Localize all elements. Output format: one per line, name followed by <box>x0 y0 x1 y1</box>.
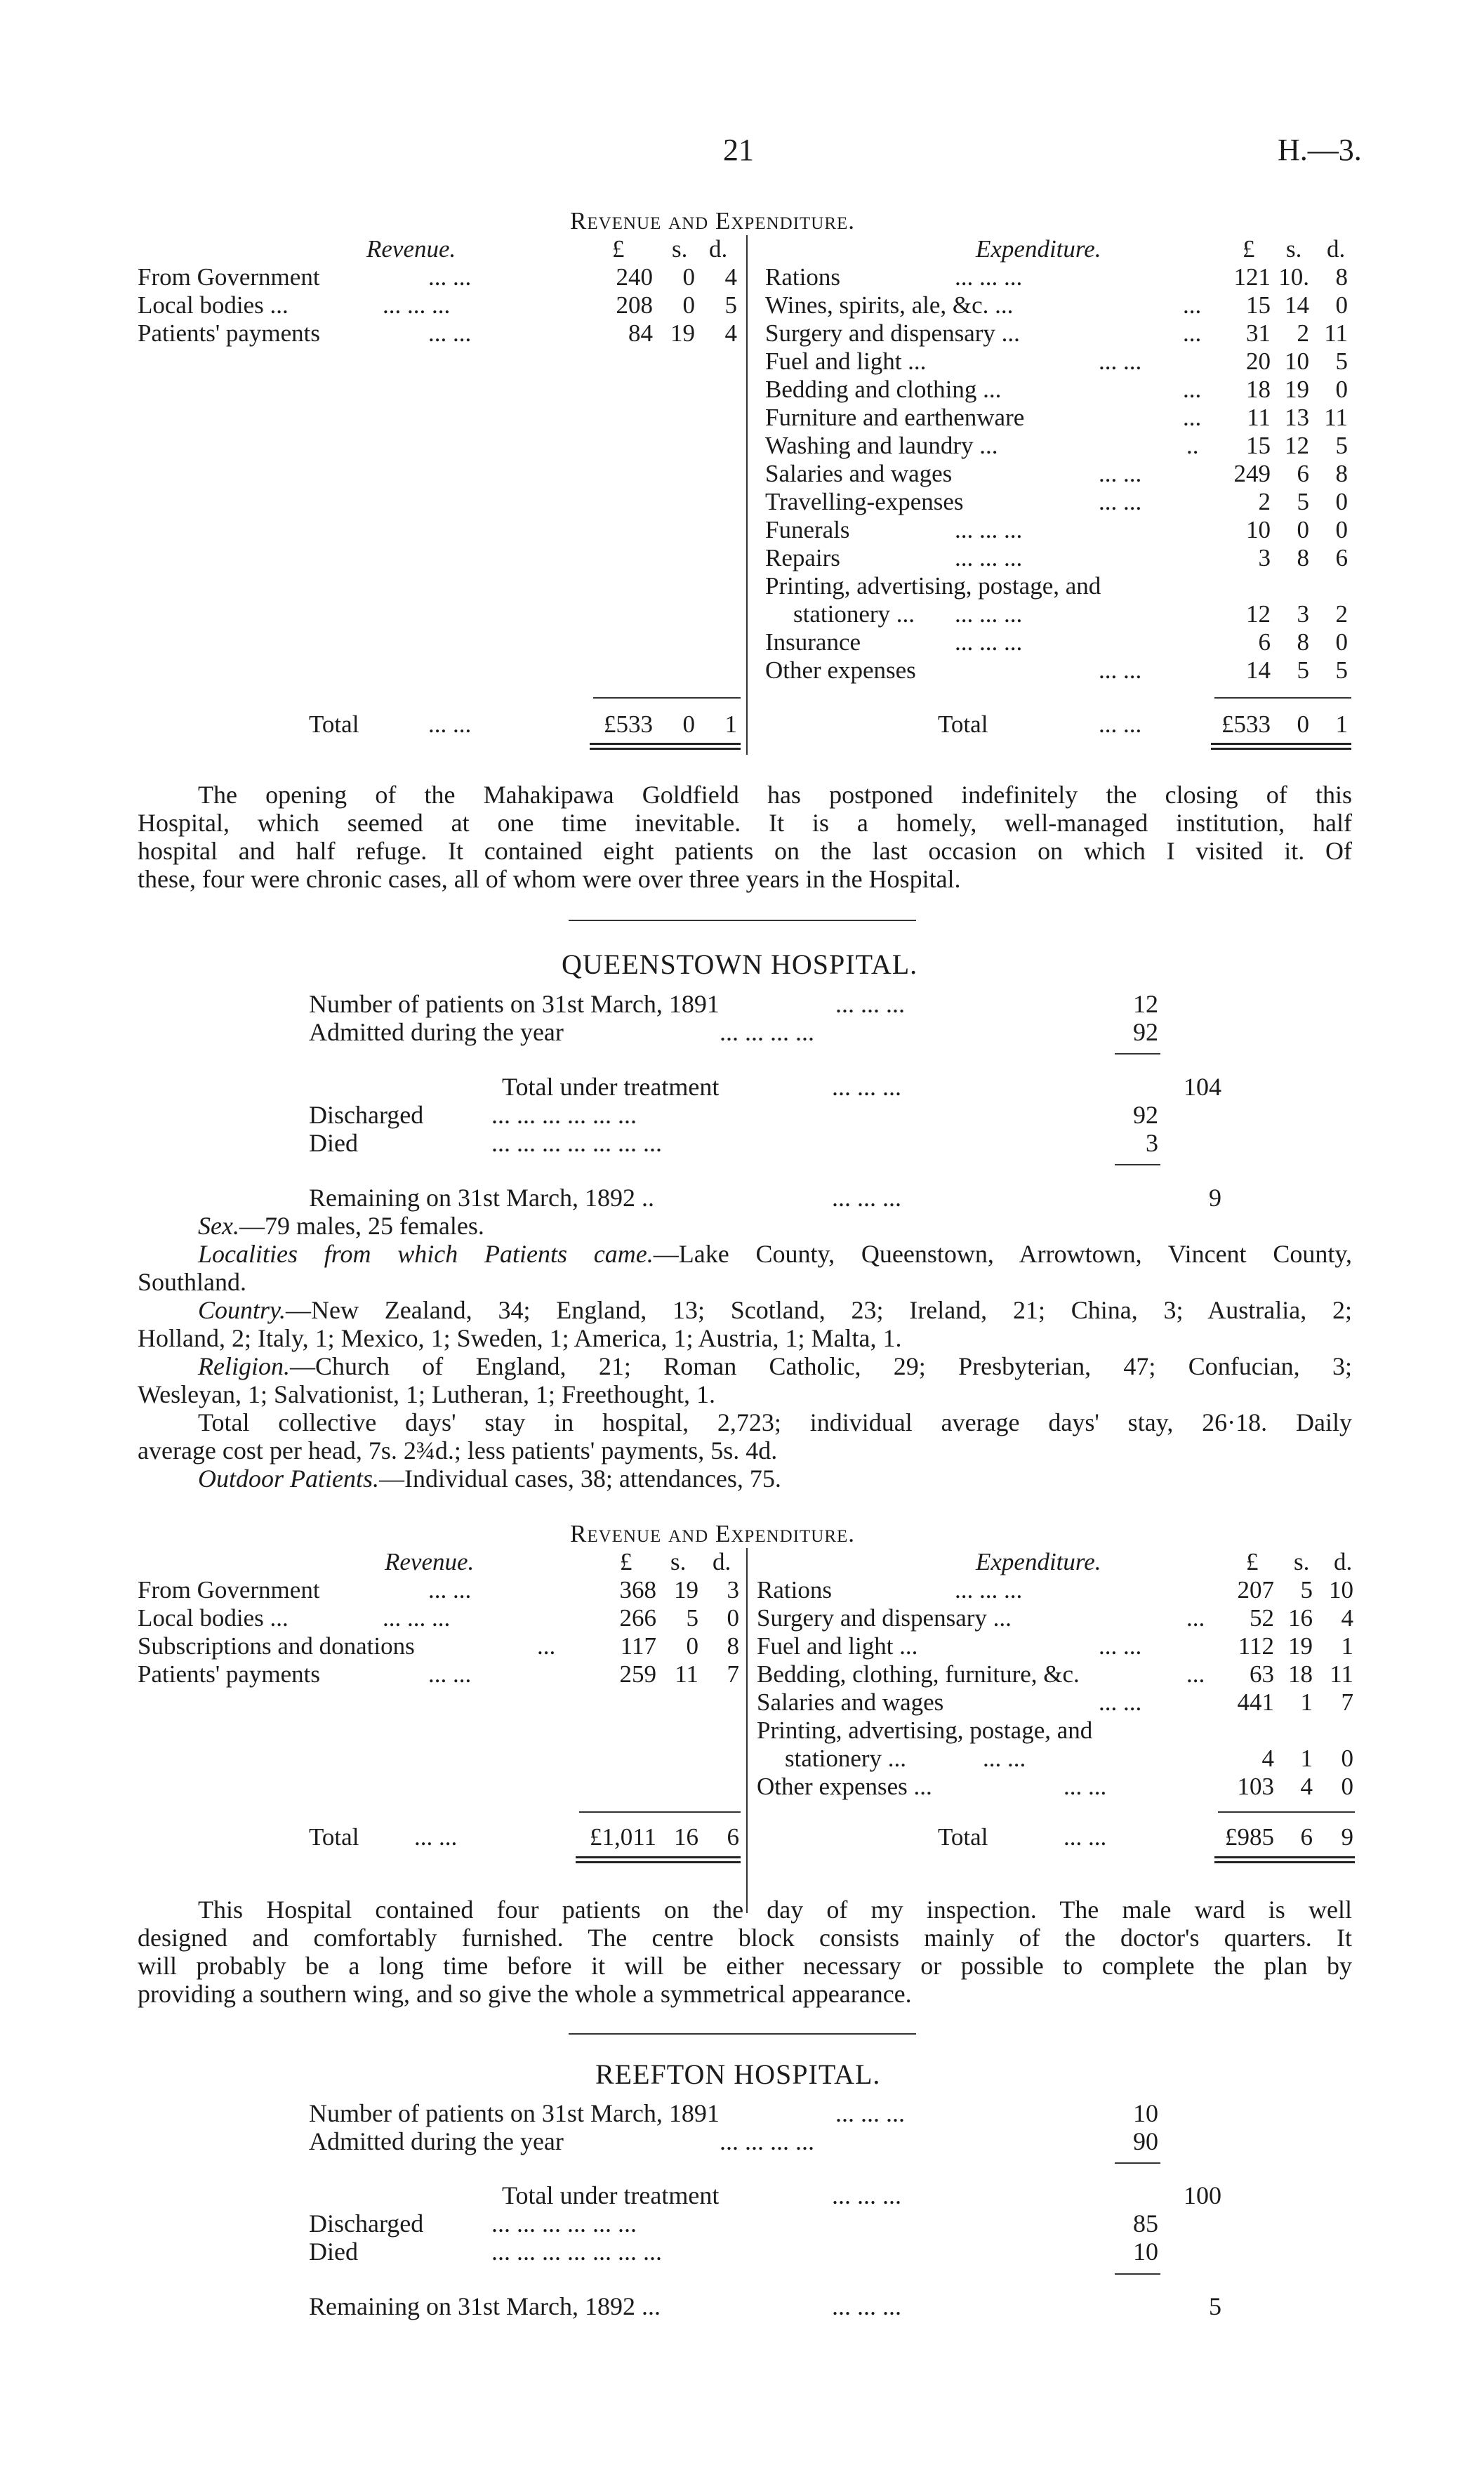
body-paragraph <box>138 781 1352 893</box>
religion-line <box>138 1352 1352 1380</box>
leader-dots: ... ... <box>1099 1632 1142 1660</box>
total-double-rule <box>576 1856 741 1863</box>
expenditure-pounds: 121 <box>1233 263 1271 291</box>
demographics <box>138 1212 1352 1493</box>
expenditure-pounds: 15 <box>1246 291 1271 319</box>
leader-dots: ... <box>1183 376 1202 403</box>
expenditure-pence: 0 <box>1341 1773 1353 1800</box>
leader-dots: ... ... ... ... ... ... ... <box>491 1129 662 1157</box>
expenditure-label: stationery ... <box>793 600 915 628</box>
expenditure-total-pounds: £533 <box>1221 710 1271 738</box>
expenditure-total-pounds: £985 <box>1225 1823 1274 1851</box>
expenditure-shillings: 1 <box>1300 1688 1313 1716</box>
leader-dots: ... ... <box>1099 656 1142 684</box>
expenditure-label: Other expenses ... <box>757 1773 932 1800</box>
revenue-pence: 7 <box>727 1660 739 1688</box>
pounds-header: £ <box>620 1548 632 1575</box>
leader-dots: ... <box>537 1632 556 1660</box>
expenditure-shillings: 19 <box>1288 1632 1313 1660</box>
revenue-shillings: 0 <box>682 263 695 291</box>
revenue-label: Subscriptions and donations <box>138 1632 415 1660</box>
stay-line-2: average cost per head, 7s. 2¾d.; less patients' payments, 5s. 4d. <box>138 1436 778 1465</box>
expenditure-shillings: 16 <box>1288 1604 1313 1632</box>
total-double-rule <box>1214 1856 1355 1863</box>
leader-dots: ... ... <box>1099 460 1142 487</box>
sex-label: Sex. <box>198 1212 239 1240</box>
expenditure-pence: 0 <box>1335 516 1348 543</box>
leader-dots: ... ... ... ... ... ... <box>491 2209 637 2237</box>
expenditure-shillings: 8 <box>1297 544 1309 571</box>
leader-dots: ... <box>1183 319 1202 347</box>
leader-dots: ... ... ... <box>383 1604 451 1632</box>
total-double-rule <box>590 743 741 750</box>
expenditure-shillings: 10 <box>1285 348 1309 375</box>
country-line-2: Holland, 2; Italy, 1; Mexico, 1; Sweden, 1; America, 1; Austria, 1; Malta, 1. <box>138 1324 902 1352</box>
leader-dots: ... ... ... <box>835 990 905 1018</box>
total-label: Total <box>309 1823 359 1851</box>
pence-header: d. <box>1327 235 1346 263</box>
expenditure-shillings: 12 <box>1285 432 1309 459</box>
revenue-label: From Government <box>138 1576 320 1604</box>
expenditure-label: Other expenses <box>765 656 916 684</box>
stat-value: 9 <box>1209 1184 1221 1212</box>
revenue-pounds: 84 <box>628 319 653 347</box>
sum-rule <box>1115 2273 1160 2275</box>
expenditure-pounds: 3 <box>1258 544 1271 571</box>
expenditure-shillings: 4 <box>1300 1773 1313 1800</box>
revenue-label: Local bodies ... <box>138 291 289 319</box>
leader-dots: ... ... <box>428 263 472 291</box>
expenditure-label: Insurance <box>765 628 861 656</box>
leader-dots: ... ... <box>1099 710 1142 738</box>
paragraph-line: providing a southern wing, and so give the whole a symmetrical appearance. <box>138 1980 912 2008</box>
leader-dots: ... ... ... <box>955 263 1023 291</box>
stat-value: 10 <box>1133 2237 1158 2266</box>
expenditure-pence: 1 <box>1341 1632 1353 1660</box>
expenditure-shillings: 19 <box>1285 376 1309 403</box>
total-double-rule <box>1211 743 1351 750</box>
paragraph-line: these, four were chronic cases, all of whom were over three years in the Hospital. <box>138 865 961 893</box>
paragraph-line: will probably be a long time before it will be either necessary or possible to complete the plan by <box>138 1952 1352 1980</box>
expenditure-label: Travelling-expenses <box>765 488 964 515</box>
leader-dots: ... ... <box>428 1576 472 1604</box>
pence-header: d. <box>709 235 728 263</box>
stat-label: Number of patients on 31st March, 1891 <box>309 2099 720 2127</box>
revenue-total-pounds: £533 <box>604 710 653 738</box>
expenditure-label: Bedding, clothing, furniture, &c. <box>757 1660 1080 1688</box>
expenditure-total-pence: 9 <box>1341 1823 1353 1851</box>
expenditure-label: Washing and laundry ... <box>765 432 998 459</box>
revenue-total-pence: 1 <box>724 710 737 738</box>
paragraph-line: Hospital, which seemed at one time inevitable. It is a homely, well-managed institution, half <box>138 809 1352 837</box>
leader-dots: ... ... ... <box>955 600 1023 628</box>
stat-value: 92 <box>1133 1101 1158 1129</box>
pence-header: d. <box>1334 1548 1353 1575</box>
revenue-total-shillings: 0 <box>682 710 695 738</box>
expenditure-total-shillings: 0 <box>1297 710 1309 738</box>
revenue-pence: 5 <box>724 291 737 319</box>
outdoor-label: Outdoor Patients. <box>198 1465 379 1493</box>
stat-label: Admitted during the year <box>309 1018 564 1046</box>
stat-label: Died <box>309 1129 358 1157</box>
leader-dots: ... ... <box>428 710 472 738</box>
shillings-header: s. <box>672 235 688 263</box>
expenditure-pounds: 18 <box>1246 376 1271 403</box>
expenditure-pence: 0 <box>1335 376 1348 403</box>
stat-value: 10 <box>1133 2099 1158 2127</box>
paragraph-line: hospital and half refuge. It contained eight patients on the last occasion on which I visited it. Of <box>138 837 1352 865</box>
table-title: Revenue and Expenditure. <box>570 1520 856 1547</box>
leader-dots: ... ... ... ... <box>720 2127 814 2155</box>
revenue-pence: 4 <box>724 319 737 347</box>
stat-value: 5 <box>1209 2292 1221 2320</box>
sum-rule <box>579 1811 741 1813</box>
revenue-pounds: 208 <box>616 291 653 319</box>
leader-dots: ... <box>1183 291 1202 319</box>
stat-value: 85 <box>1133 2209 1158 2237</box>
leader-dots: ... ... ... <box>955 516 1023 543</box>
revenue-total-shillings: 16 <box>674 1823 698 1851</box>
revenue-pounds: 117 <box>620 1632 656 1660</box>
revenue-shillings: 19 <box>670 319 695 347</box>
expenditure-total-shillings: 6 <box>1300 1823 1313 1851</box>
expenditure-label: Bedding and clothing ... <box>765 376 1002 403</box>
expenditure-shillings: 8 <box>1297 628 1309 656</box>
revenue-heading: Revenue. <box>366 235 456 263</box>
expenditure-label: Furniture and earthenware <box>765 404 1025 431</box>
body-paragraph <box>138 1896 1352 2008</box>
revenue-shillings: 0 <box>682 291 695 319</box>
expenditure-pence: 11 <box>1324 404 1348 431</box>
expenditure-pence: 0 <box>1335 628 1348 656</box>
revenue-pence: 0 <box>727 1604 739 1632</box>
shillings-header: s. <box>670 1548 687 1575</box>
stat-value: 12 <box>1133 990 1158 1018</box>
sum-rule <box>1115 2162 1160 2164</box>
leader-dots: ... <box>1186 1660 1205 1688</box>
expenditure-pence: 5 <box>1335 348 1348 375</box>
country-line <box>138 1296 1352 1324</box>
leader-dots: ... <box>1183 404 1202 431</box>
stat-label: Remaining on 31st March, 1892 ... <box>309 2292 661 2320</box>
expenditure-pounds: 15 <box>1246 432 1271 459</box>
total-label: Total <box>938 1823 988 1851</box>
stat-value: 3 <box>1146 1129 1158 1157</box>
paragraph-line: The opening of the Mahakipawa Goldfield has postponed indefinitely the closing of this <box>198 781 1352 809</box>
leader-dots: ... ... <box>414 1823 458 1851</box>
section-divider <box>569 920 916 921</box>
outdoor-line <box>138 1465 1352 1493</box>
column-divider <box>746 235 748 755</box>
expenditure-pounds: 441 <box>1237 1688 1274 1716</box>
revenue-pounds: 259 <box>619 1660 656 1688</box>
expenditure-pounds: 14 <box>1246 656 1271 684</box>
stat-label: Died <box>309 2237 358 2266</box>
sum-rule <box>1115 1053 1160 1055</box>
leader-dots: ... ... ... <box>832 1184 901 1212</box>
religion-text: —Church of England, 21; Roman Catholic, 29; Presbyterian, 47; Confucian, 3; <box>289 1352 1352 1380</box>
expenditure-pounds: 249 <box>1233 460 1271 487</box>
religion-line-2: Wesleyan, 1; Salvationist, 1; Lutheran, 1; Freethought, 1. <box>138 1380 715 1408</box>
expenditure-total-pence: 1 <box>1335 710 1348 738</box>
expenditure-pence: 10 <box>1329 1576 1353 1604</box>
revenue-heading: Revenue. <box>385 1548 475 1575</box>
stat-label: Remaining on 31st March, 1892 .. <box>309 1184 654 1212</box>
leader-dots: ... ... ... <box>832 2181 901 2209</box>
expenditure-pounds: 12 <box>1246 600 1271 628</box>
stat-value: 100 <box>1184 2181 1221 2209</box>
revenue-shillings: 0 <box>686 1632 698 1660</box>
leader-dots: ... ... <box>1099 348 1142 375</box>
expenditure-label: Funerals <box>765 516 850 543</box>
leader-dots: ... ... <box>428 319 472 347</box>
leader-dots: ... ... <box>1099 488 1142 515</box>
leader-dots: ... ... <box>1099 1688 1142 1716</box>
leader-dots: .. <box>1186 432 1199 459</box>
stay-line: Total collective days' stay in hospital, 2,723; individual average days' stay, 26·18. Daily <box>198 1408 1352 1436</box>
revenue-shillings: 5 <box>686 1604 698 1632</box>
pounds-header: £ <box>1243 235 1255 263</box>
expenditure-heading: Expenditure. <box>976 1548 1101 1575</box>
section-title: REEFTON HOSPITAL. <box>595 2058 881 2090</box>
expenditure-pence: 5 <box>1335 432 1348 459</box>
leader-dots: ... ... <box>1064 1823 1107 1851</box>
expenditure-shillings: 3 <box>1297 600 1309 628</box>
expenditure-heading: Expenditure. <box>976 235 1101 263</box>
sex-line <box>138 1212 1352 1240</box>
revenue-shillings: 19 <box>674 1576 698 1604</box>
expenditure-label: Rations <box>757 1576 832 1604</box>
localities-label: Localities from which Patients came. <box>198 1240 654 1268</box>
revenue-label: From Government <box>138 263 320 291</box>
expenditure-label: Printing, advertising, postage, and <box>765 572 1101 600</box>
leader-dots: ... ... ... ... <box>720 1018 814 1046</box>
leader-dots: ... ... ... <box>383 291 451 319</box>
expenditure-label: stationery ... <box>785 1745 907 1772</box>
total-label: Total <box>309 710 359 738</box>
stat-label: Admitted during the year <box>309 2127 564 2155</box>
expenditure-label: Salaries and wages <box>765 460 953 487</box>
stat-value: 92 <box>1133 1018 1158 1046</box>
expenditure-pounds: 10 <box>1246 516 1271 543</box>
paragraph-line: This Hospital contained four patients on the day of my inspection. The male ward is well <box>198 1896 1352 1924</box>
revenue-label: Local bodies ... <box>138 1604 289 1632</box>
expenditure-pounds: 103 <box>1237 1773 1274 1800</box>
total-label: Total <box>938 710 988 738</box>
leader-dots: ... ... <box>1064 1773 1107 1800</box>
stat-label: Total under treatment <box>502 1073 720 1101</box>
expenditure-shillings: 5 <box>1297 656 1309 684</box>
section-title: QUEENSTOWN HOSPITAL. <box>562 948 918 980</box>
stat-label: Discharged <box>309 2209 424 2237</box>
revenue-pence: 8 <box>727 1632 739 1660</box>
expenditure-pence: 11 <box>1324 319 1348 347</box>
expenditure-shillings: 10. <box>1278 263 1309 291</box>
leader-dots: ... ... ... ... ... ... ... <box>491 2237 662 2266</box>
revenue-pounds: 240 <box>616 263 653 291</box>
expenditure-shillings: 13 <box>1285 404 1309 431</box>
localities-line-2: Southland. <box>138 1268 247 1296</box>
leader-dots: ... ... <box>983 1745 1026 1772</box>
revenue-total-pounds: £1,011 <box>590 1823 656 1851</box>
expenditure-pence: 5 <box>1335 656 1348 684</box>
sex-text: —79 males, 25 females. <box>239 1212 484 1240</box>
expenditure-shillings: 0 <box>1297 516 1309 543</box>
expenditure-pence: 0 <box>1335 488 1348 515</box>
expenditure-pence: 4 <box>1341 1604 1353 1632</box>
leader-dots: ... ... ... ... ... ... <box>491 1101 637 1129</box>
stat-value: 90 <box>1133 2127 1158 2155</box>
stat-label: Number of patients on 31st March, 1891 <box>309 990 720 1018</box>
expenditure-pence: 0 <box>1341 1745 1353 1772</box>
expenditure-pence: 11 <box>1330 1660 1353 1688</box>
expenditure-pence: 7 <box>1341 1688 1353 1716</box>
expenditure-pounds: 52 <box>1250 1604 1274 1632</box>
expenditure-pence: 2 <box>1335 600 1348 628</box>
country-text: —New Zealand, 34; England, 13; Scotland, 23; Ireland, 21; China, 3; Australia, 2; <box>286 1296 1352 1324</box>
leader-dots: ... ... ... <box>955 1576 1023 1604</box>
leader-dots: ... ... ... <box>955 544 1023 571</box>
page-number: 21 <box>723 133 754 167</box>
expenditure-pounds: 11 <box>1247 404 1271 431</box>
expenditure-shillings: 18 <box>1288 1660 1313 1688</box>
expenditure-pounds: 20 <box>1246 348 1271 375</box>
expenditure-pence: 8 <box>1335 263 1348 291</box>
expenditure-shillings: 6 <box>1297 460 1309 487</box>
expenditure-label: Fuel and light ... <box>765 348 927 375</box>
expenditure-label: Surgery and dispensary ... <box>765 319 1020 347</box>
pounds-header: £ <box>612 235 625 263</box>
expenditure-label: Repairs <box>765 544 840 571</box>
sum-rule <box>1214 697 1351 699</box>
column-divider <box>746 1548 748 1913</box>
revenue-pence: 4 <box>724 263 737 291</box>
expenditure-shillings: 5 <box>1297 488 1309 515</box>
revenue-shillings: 11 <box>675 1660 698 1688</box>
localities-text: —Lake County, Queenstown, Arrowtown, Vincent County, <box>653 1240 1352 1268</box>
localities-line <box>138 1240 1352 1268</box>
expenditure-pounds: 31 <box>1246 319 1271 347</box>
pence-header: d. <box>713 1548 731 1575</box>
shillings-header: s. <box>1294 1548 1310 1575</box>
table-title: Revenue and Expenditure. <box>570 207 856 234</box>
religion-label: Religion. <box>198 1352 290 1380</box>
document-reference: H.—3. <box>1278 133 1362 167</box>
leader-dots: ... ... <box>428 1660 472 1688</box>
country-label: Country. <box>198 1296 286 1324</box>
expenditure-pence: 8 <box>1335 460 1348 487</box>
expenditure-label: Fuel and light ... <box>757 1632 918 1660</box>
paragraph-line: designed and comfortably furnished. The centre block consists mainly of the doctor's quarters. It <box>138 1924 1352 1952</box>
revenue-label: Patients' payments <box>138 319 321 347</box>
revenue-total-pence: 6 <box>727 1823 739 1851</box>
revenue-pounds: 266 <box>619 1604 656 1632</box>
expenditure-shillings: 5 <box>1300 1576 1313 1604</box>
expenditure-label: Salaries and wages <box>757 1688 944 1716</box>
expenditure-pounds: 6 <box>1258 628 1271 656</box>
expenditure-shillings: 14 <box>1285 291 1309 319</box>
stat-label: Discharged <box>309 1101 424 1129</box>
revenue-pounds: 368 <box>619 1576 656 1604</box>
outdoor-text: —Individual cases, 38; attendances, 75. <box>379 1465 781 1493</box>
leader-dots: ... ... ... <box>832 2292 901 2320</box>
expenditure-pounds: 4 <box>1261 1745 1274 1772</box>
expenditure-pounds: 112 <box>1238 1632 1274 1660</box>
expenditure-pounds: 63 <box>1250 1660 1274 1688</box>
expenditure-label: Rations <box>765 263 840 291</box>
leader-dots: ... ... ... <box>835 2099 905 2127</box>
leader-dots: ... <box>1186 1604 1205 1632</box>
sum-rule <box>593 697 741 699</box>
expenditure-pence: 6 <box>1335 544 1348 571</box>
expenditure-shillings: 1 <box>1300 1745 1313 1772</box>
sum-rule <box>1115 1164 1160 1165</box>
stat-value: 104 <box>1184 1073 1221 1101</box>
revenue-label: Patients' payments <box>138 1660 321 1688</box>
sum-rule <box>1218 1811 1355 1813</box>
stat-label: Total under treatment <box>502 2181 720 2209</box>
expenditure-label: Printing, advertising, postage, and <box>757 1717 1093 1744</box>
expenditure-label: Wines, spirits, ale, &c. ... <box>765 291 1014 319</box>
pounds-header: £ <box>1246 1548 1259 1575</box>
expenditure-pence: 0 <box>1335 291 1348 319</box>
leader-dots: ... ... ... <box>832 1073 901 1101</box>
expenditure-shillings: 2 <box>1297 319 1309 347</box>
leader-dots: ... ... ... <box>955 628 1023 656</box>
expenditure-label: Surgery and dispensary ... <box>757 1604 1012 1632</box>
shillings-header: s. <box>1286 235 1302 263</box>
section-divider <box>569 2033 916 2035</box>
expenditure-pounds: 207 <box>1237 1576 1274 1604</box>
expenditure-pounds: 2 <box>1258 488 1271 515</box>
revenue-pence: 3 <box>727 1576 739 1604</box>
